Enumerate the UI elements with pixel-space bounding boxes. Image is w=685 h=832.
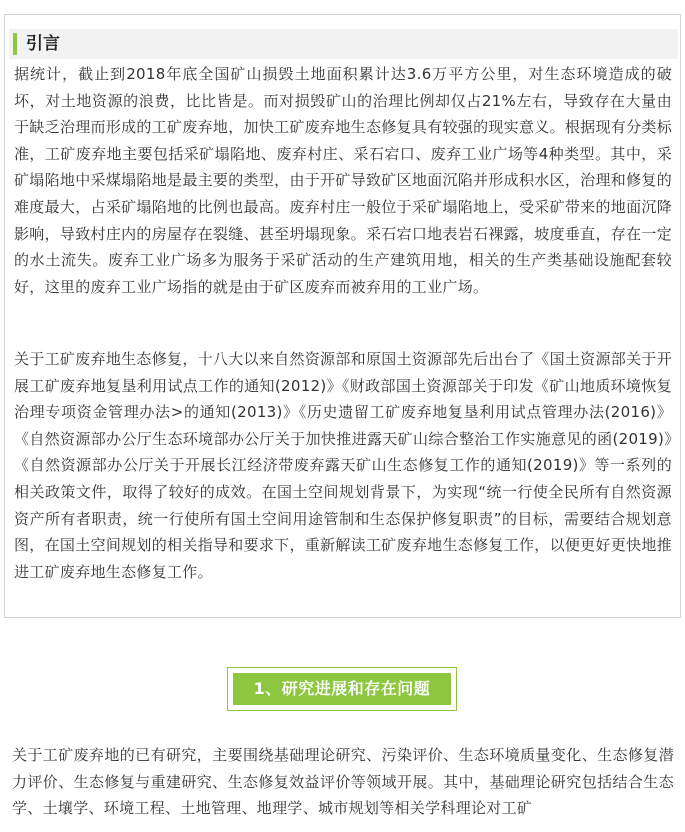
intro-accent-bar bbox=[13, 33, 17, 55]
section-1-paragraph: 关于工矿废弃地的已有研究，主要围绕基础理论研究、污染评价、生态环境质量变化、生态修复潜力评价、生态修复与重建研究、生态修复效益评价等领域开展。其中，基础理论研究包括结合生态学、土壤学、环境工程、土地管理、地理学、城市规划等相关学科理论对工矿 bbox=[12, 746, 674, 818]
intro-paragraph-2: 关于工矿废弃地生态修复，十八大以来自然资源部和原国土资源部先后出台了《国土资源部关于开展工矿废弃地复垦利用试点工作的通知(2012)》《财政部国土资源部关于印发《矿山地质环境恢复治理专项资金管理办法>的通知(2013)》《历史遗留工矿废弃地复垦利用试点管理办法(2016)》《自然资源部办公厅生态环境部办公厅关于加快推进露天矿山综合整治工作实施意见的函(2019)》《自然资源部办公厅关于开展长江经济带废弃露天矿山生态修复工作的通知(2019)》等一系列的相关政策文件，取得了较好的成效。在国土空间规划背景下，为实现“统一行使全民所有自然资源资产所有者职责，统一行使所有国土空间用途管制和生态保护修复职责”的目标，需要结合规划意图，在国土空间规划的相关指导和要求下，重新解读工矿废弃地生态修复工作，以便更好更快地推进工矿废弃地生态修复工作。 bbox=[14, 350, 672, 581]
section-heading-frame bbox=[227, 667, 457, 711]
intro-paragraph-1: 据统计，截止到2018年底全国矿山损毁土地面积累计达3.6万平方公里，对生态环境造成的破坏，对土地资源的浪费，比比皆是。而对损毁矿山的治理比例却仅占21%左右，导致存在大量由于缺乏治理而形成的工矿废弃地，加快工矿废弃地生态修复具有较强的现实意义。根据现有分类标准，工矿废弃地主要包括采矿塌陷地、废弃村庄、采石宕口、废弃工业广场等4种类型。其中，采矿塌陷地中采煤塌陷地是最主要的类型，由于开矿导致矿区地面沉陷并形成积水区，治理和修复的难度最大，占采矿塌陷地的比例也最高。废弃村庄一般位于采矿塌陷地上，受采矿带来的地面沉降影响，导致村庄内的房屋存在裂缝、甚至坍塌现象。采石宕口地表岩石裸露，坡度垂直，存在一定的水土流失。废弃工业广场多为服务于采矿活动的生产建筑用地，相关的生产类基础设施配套较好，这里的废弃工业广场指的就是由于矿区废弃而被弃用的工业广场。 bbox=[14, 65, 672, 296]
section-heading-1: 1、研究进展和存在问题 bbox=[233, 673, 451, 705]
intro-title: 引言 bbox=[26, 34, 60, 54]
intro-header bbox=[9, 29, 678, 59]
